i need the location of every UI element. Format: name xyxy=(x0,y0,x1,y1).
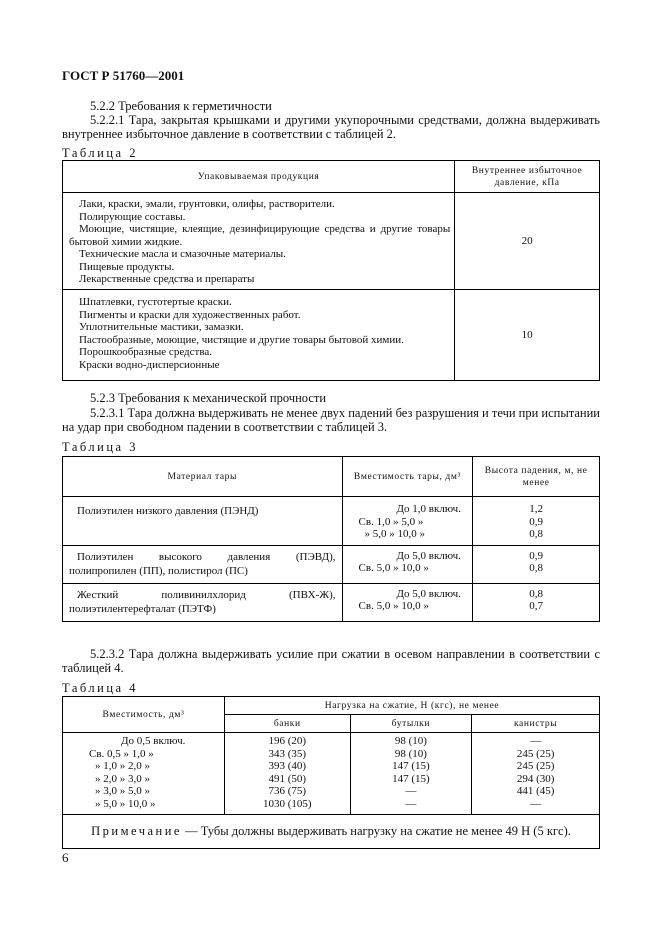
table-row xyxy=(63,193,600,290)
list-item: До 5,0 включ. xyxy=(396,587,461,600)
table-row xyxy=(63,545,600,583)
table-row xyxy=(63,583,600,621)
list-item: 343 (35) xyxy=(268,747,307,760)
table4-header-load: Нагрузка на сжатие, Н (кгс), не менее xyxy=(224,697,599,715)
table-4 xyxy=(62,696,600,849)
list-item: Пищевые продукты. xyxy=(79,260,175,273)
table3-header-material: Материал тары xyxy=(63,457,343,497)
table4-note-row xyxy=(63,815,600,849)
table4-subheader-bottles: бутылки xyxy=(350,715,472,733)
table4-note xyxy=(63,815,600,849)
table2-value-2: 10 xyxy=(455,290,600,381)
list-item: 0,8 xyxy=(529,587,544,600)
list-item: Шпатлевки, густотертые краски. xyxy=(79,296,232,308)
table4-caption: Таблица 4 xyxy=(62,681,138,695)
note-label: Примечание xyxy=(91,824,182,838)
list-item: Полирующие составы. xyxy=(79,210,186,223)
list-item: До 0,5 включ. xyxy=(121,735,186,747)
list-item: До 5,0 включ. xyxy=(396,549,461,562)
table3-capacity-3 xyxy=(342,583,473,621)
table-row xyxy=(63,290,600,381)
page-number: 6 xyxy=(62,850,69,865)
list-item: 0,9 xyxy=(529,515,544,528)
list-item: 196 (20) xyxy=(268,735,307,747)
table3-material-3: Жесткий поливинилхлорид (ПВХ-Ж), полиэтилентерефталат (ПЭТФ) xyxy=(63,583,343,621)
list-item: Лекарственные средства и препараты xyxy=(79,273,255,285)
table4-bottles-column xyxy=(350,733,472,815)
table2-value-1: 20 xyxy=(455,193,600,290)
list-item: 0,7 xyxy=(529,600,544,612)
table3-material-2: Полиэтилен высокого давления (ПЭВД), полипропилен (ПП), полистирол (ПС) xyxy=(63,545,343,583)
list-item: Лаки, краски, эмали, грунтовки, олифы, растворители. xyxy=(79,198,335,210)
list-item: 0,9 xyxy=(529,549,544,562)
list-item: 294 (30) xyxy=(516,772,555,785)
list-item: — xyxy=(405,785,417,797)
table-3 xyxy=(62,456,600,622)
list-item: Пастообразные, моющие, чистящие и другие товары бытовой химии. xyxy=(79,333,404,346)
list-item: 147 (15) xyxy=(392,772,430,785)
table-2 xyxy=(62,160,600,381)
list-item: Моющие, чистящие, клеящие, дезинфицирующие средства и другие товары бытовой химии жидкие. xyxy=(69,223,451,248)
list-item: До 1,0 включ. xyxy=(396,503,461,515)
table2-group-1 xyxy=(63,193,455,290)
table3-capacity-2 xyxy=(342,545,473,583)
list-item: Уплотнительные мастики, замазки. xyxy=(79,321,244,333)
list-item: 441 (45) xyxy=(516,785,555,797)
list-item: Св. 1,0 » 5,0 » xyxy=(358,515,424,528)
list-item: Св. 5,0 » 10,0 » xyxy=(358,562,429,574)
table3-material-1: Полиэтилен низкого давления (ПЭНД) xyxy=(63,497,343,546)
standard-header: ГОСТ Р 51760—2001 xyxy=(62,68,185,83)
section-title-522: 5.2.2 Требования к герметичности xyxy=(90,99,272,113)
table4-subheader-jars: банки xyxy=(224,715,350,733)
list-item: — xyxy=(405,797,417,810)
table4-capacity-column xyxy=(63,733,225,815)
paragraph-5231: 5.2.3.1 Тара должна выдерживать не менее двух падений без разрушения и течи при испытании на удар при свободном падении в соответствии с таблицей 3. xyxy=(62,406,600,434)
list-item: 0,8 xyxy=(529,528,544,540)
list-item: 0,8 xyxy=(529,562,544,574)
list-item: Порошкообразные средства. xyxy=(79,346,213,358)
list-item: 98 (10) xyxy=(394,747,427,760)
list-item: — xyxy=(530,797,542,810)
list-item: 736 (75) xyxy=(268,785,307,797)
table3-height-3 xyxy=(473,583,600,621)
list-item: » 1,0 » 2,0 » xyxy=(95,760,150,772)
table3-height-2 xyxy=(473,545,600,583)
paragraph-5221: 5.2.2.1 Тара, закрытая крышками и другими укупорочными средствами, должна выдерживать внутреннее избыточное давление в соответствии с таблицей 2. xyxy=(62,113,600,141)
table4-header-capacity: Вместимость, дм³ xyxy=(63,697,225,733)
table4-subheader-canisters: канистры xyxy=(472,715,600,733)
list-item: 1030 (105) xyxy=(262,797,312,810)
table3-height-1 xyxy=(473,497,600,546)
list-item: Технические масла и смазочные материалы. xyxy=(79,248,286,260)
table2-group-2 xyxy=(63,290,455,381)
paragraph-5232: 5.2.3.2 Тара должна выдерживать усилие при сжатии в осевом направлении в соответствии с таблицей 4. xyxy=(62,647,600,675)
list-item: 491 (50) xyxy=(268,772,307,785)
table4-jars-column xyxy=(224,733,350,815)
list-item: » 5,0 » 10,0 » xyxy=(364,528,426,540)
section-title-523: 5.2.3 Требования к механической прочности xyxy=(90,391,327,405)
list-item: Св. 0,5 » 1,0 » xyxy=(89,747,154,760)
table-row xyxy=(63,497,600,546)
list-item: Краски водно-дисперсионные xyxy=(79,358,220,371)
table3-header-height: Высота падения, м, не менее xyxy=(473,457,600,497)
table3-caption: Таблица 3 xyxy=(62,440,138,454)
list-item: » 3,0 » 5,0 » xyxy=(95,785,150,797)
note-text: — Тубы должны выдерживать нагрузку на сжатие не менее 49 Н (5 кгс). xyxy=(185,824,571,838)
list-item: Св. 5,0 » 10,0 » xyxy=(358,600,429,612)
table-row xyxy=(63,733,600,815)
list-item: » 2,0 » 3,0 » xyxy=(95,772,150,785)
list-item: 245 (25) xyxy=(516,760,555,772)
list-item: Пигменты и краски для художественных работ. xyxy=(79,308,301,321)
list-item: 245 (25) xyxy=(516,747,555,760)
table3-header-capacity: Вместимость тары, дм³ xyxy=(342,457,473,497)
table4-canisters-column xyxy=(472,733,600,815)
table2-header-product: Упаковываемая продукция xyxy=(63,161,455,193)
list-item: 147 (15) xyxy=(392,760,430,772)
list-item: 1,2 xyxy=(529,503,544,515)
table2-header-pressure: Внутреннее избыточное давление, кПа xyxy=(455,161,600,193)
list-item: » 5,0 » 10,0 » xyxy=(95,797,156,810)
table2-caption: Таблица 2 xyxy=(62,146,138,160)
table3-capacity-1 xyxy=(342,497,473,546)
list-item: 98 (10) xyxy=(394,735,427,747)
list-item: 393 (40) xyxy=(268,760,307,772)
list-item: — xyxy=(530,735,542,747)
